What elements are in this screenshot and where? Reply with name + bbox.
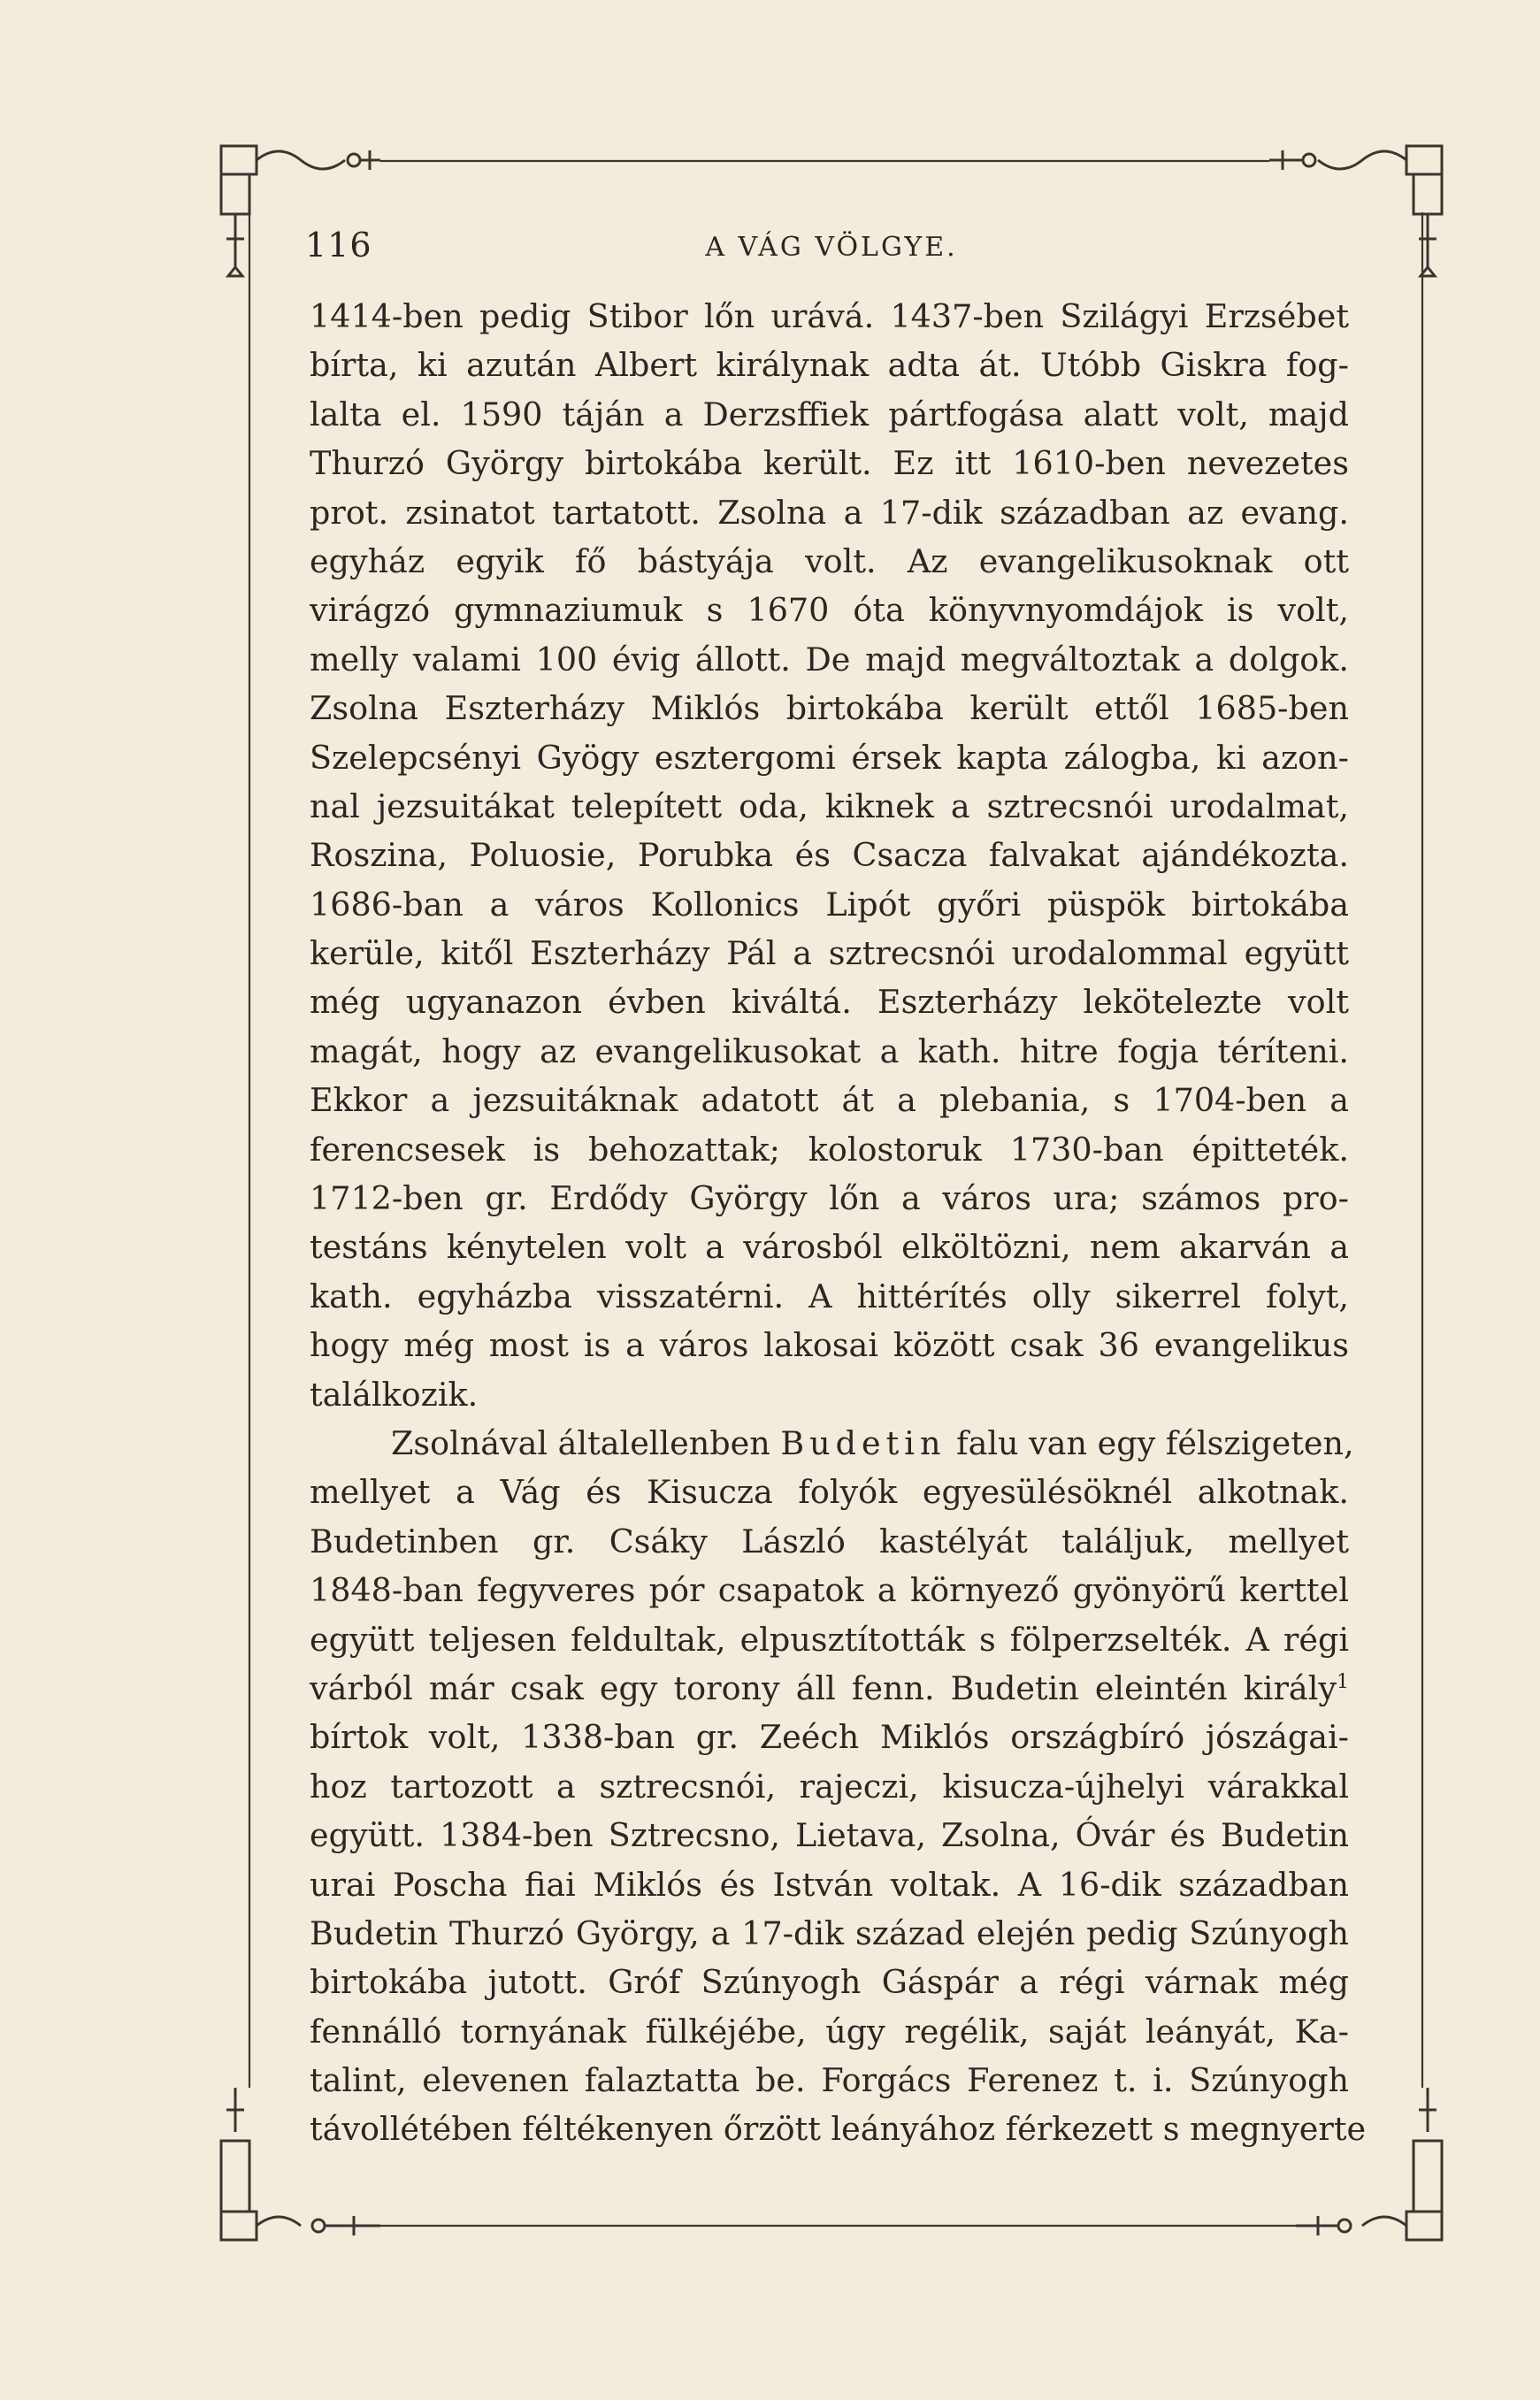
text-line: testáns kénytelen volt a városból elköltözni, nem akarván a xyxy=(310,1228,1349,1267)
text-line: virágzó gymnaziumuk s 1670 óta könyvnyomdájok is volt, xyxy=(310,591,1349,630)
text-line: 1848-ban fegyveres pór csapatok a környező gyönyörű kerttel xyxy=(310,1571,1349,1610)
text-line: birtokába jutott. Gróf Szúnyogh Gáspár a régi várnak még xyxy=(310,1963,1349,2002)
text-line: Budetinben gr. Csáky László kastélyát találjuk, mellyet xyxy=(310,1522,1349,1560)
text-line: ferencsesek is behozattak; kolostoruk 1730-ban épitteték. xyxy=(310,1130,1349,1169)
text-line: együtt. 1384-ben Sztrecsno, Lietava, Zsolna, Óvár és Budetin xyxy=(310,1816,1349,1855)
page-number: 116 xyxy=(305,226,372,265)
text-line: bírta, ki azután Albert királynak adta át. Utóbb Giskra fog- xyxy=(310,346,1349,385)
text-line: nal jezsuitákat telepített oda, kiknek a sztrecsnói urodalmat, xyxy=(310,786,1349,825)
text-line: mellyet a Vág és Kisucza folyók egyesülésöknél alkotnak. xyxy=(310,1473,1349,1512)
text-line: távollétében féltékenyen őrzött leányához férkezett s megnyerte xyxy=(310,2110,1367,2149)
text-line: találkozik. xyxy=(310,1375,479,1414)
text-line xyxy=(310,1664,1349,1713)
paragraph-1 xyxy=(310,292,1349,1419)
text-line: 1686-ban a város Kollonics Lipót győri püspök birtokába xyxy=(310,885,1349,924)
text-fragment: falu van egy félszigeten, xyxy=(946,1423,1354,1462)
text-line: magát, hogy az evangelikusokat a kath. hitre fogja téríteni. xyxy=(310,1031,1349,1070)
text-line: még ugyanazon évben kiváltá. Eszterházy lekötelezte volt xyxy=(310,983,1349,1022)
main-text xyxy=(310,292,1367,2154)
footnote-marker: 1 xyxy=(1337,1670,1349,1693)
text-line: egyház egyik fő bástyája volt. Az evangelikusoknak ott xyxy=(310,541,1349,580)
text-line: fennálló tornyának fülkéjébe, úgy regélik, saját leányát, Ka- xyxy=(310,2012,1349,2051)
text-line: együtt teljesen feldultak, elpusztították s fölperzselték. A régi xyxy=(310,1620,1349,1659)
text-line: kerüle, kitől Eszterházy Pál a sztrecsnói urodalommal együtt xyxy=(310,934,1349,973)
text-line: Budetin Thurzó György, a 17-dik század elején pedig Szúnyogh xyxy=(310,1913,1349,1952)
text-line: lalta el. 1590 táján a Derzsffiek pártfogása alatt volt, majd xyxy=(310,395,1349,433)
paragraph-2 xyxy=(310,1419,1367,2154)
text-line: urai Poscha fiai Miklós és István voltak. A 16-dik században xyxy=(310,1865,1349,1904)
text-line: Thurzó György birtokába került. Ez itt 1610-ben nevezetes xyxy=(310,444,1349,483)
text-line: kath. egyházba visszatérni. A hittérítés olly sikerrel folyt, xyxy=(310,1277,1349,1315)
text-line: hogy még most is a város lakosai között csak 36 evangelikus xyxy=(310,1326,1349,1365)
text-line: hoz tartozott a sztrecsnói, rajeczi, kisucza-újhelyi várakkal xyxy=(310,1767,1349,1806)
text-line: prot. zsinatot tartatott. Zsolna a 17-dik században az evang. xyxy=(310,493,1349,532)
text-line: talint, elevenen falaztatta be. Forgács Ferenez t. i. Szúnyogh xyxy=(310,2061,1349,2100)
text-line: Roszina, Poluosie, Porubka és Csacza falvakat ajándékozta. xyxy=(310,836,1349,875)
text-line: 1712-ben gr. Erdődy György lőn a város ura; számos pro- xyxy=(310,1179,1349,1218)
text-line: Szelepcsényi Gyögy esztergomi érsek kapta zálogba, ki azon- xyxy=(310,738,1349,777)
text-line: Zsolna Eszterházy Miklós birtokába került ettől 1685-ben xyxy=(310,689,1349,728)
corner-ornament-top-right xyxy=(1269,146,1442,276)
text-line: Ekkor a jezsuitáknak adatott át a plebania, s 1704-ben a xyxy=(310,1081,1349,1120)
place-name-budetin: Budetin xyxy=(780,1423,946,1462)
text-line: 1414-ben pedig Stibor lőn urává. 1437-ben Szilágyi Erzsébet xyxy=(310,297,1349,335)
running-title: A VÁG VÖLGYE. xyxy=(705,232,958,263)
text-line: melly valami 100 évig állott. De majd megváltoztak a dolgok. xyxy=(310,640,1349,679)
text-line xyxy=(310,1419,1354,1468)
text-fragment: Zsolnával általellenben xyxy=(391,1423,781,1462)
text-line: bírtok volt, 1338-ban gr. Zeéch Miklós országbíró jószágai- xyxy=(310,1718,1349,1757)
text-fragment: várból már csak egy torony áll fenn. Budetin eleintén király xyxy=(310,1668,1337,1707)
